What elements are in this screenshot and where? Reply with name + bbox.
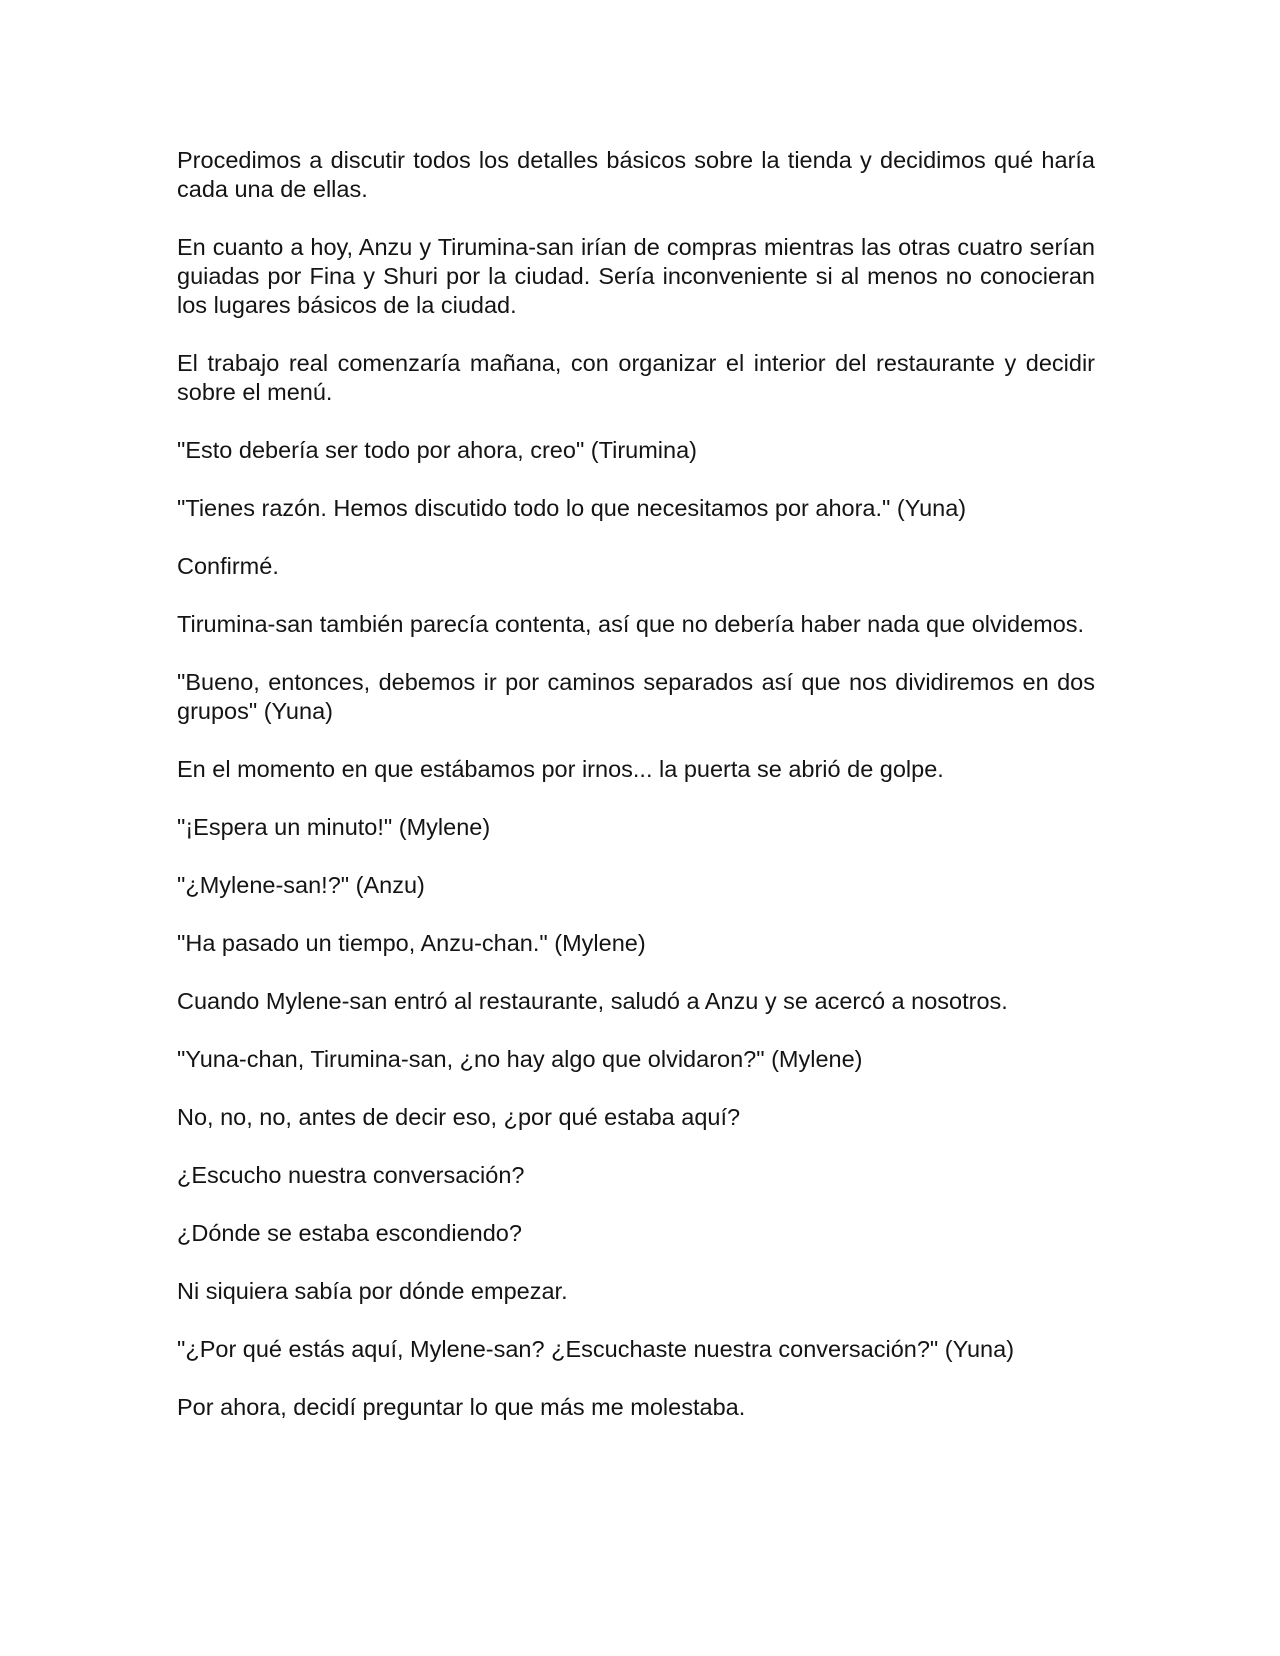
paragraph: Cuando Mylene-san entró al restaurante, saludó a Anzu y se acercó a nosotros. [177,988,1008,1014]
paragraph: En el momento en que estábamos por irnos... la puerta se abrió de golpe. [177,756,944,782]
paragraph: Procedimos a discutir todos los detalles básicos sobre la tienda y decidimos qué haría cada una de ellas. [177,147,1095,202]
paragraph: "Ha pasado un tiempo, Anzu-chan." (Mylene) [177,930,646,956]
paragraph: "Tienes razón. Hemos discutido todo lo que necesitamos por ahora." (Yuna) [177,495,967,521]
paragraph: ¿Dónde se estaba escondiendo? [177,1220,522,1246]
paragraph: ¿Escucho nuestra conversación? [177,1162,525,1188]
paragraph: "Yuna-chan, Tirumina-san, ¿no hay algo que olvidaron?" (Mylene) [177,1046,863,1072]
document-page [177,146,1095,1451]
paragraph: "Esto debería ser todo por ahora, creo" (Tirumina) [177,437,697,463]
paragraph: No, no, no, antes de decir eso, ¿por qué estaba aquí? [177,1104,741,1130]
paragraph: Confirmé. [177,553,279,579]
paragraph: Ni siquiera sabía por dónde empezar. [177,1278,568,1304]
paragraph: El trabajo real comenzaría mañana, con organizar el interior del restaurante y decidir sobre el menú. [177,350,1095,405]
paragraph: "¿Por qué estás aquí, Mylene-san? ¿Escuchaste nuestra conversación?" (Yuna) [177,1336,1015,1362]
paragraph: Tirumina-san también parecía contenta, así que no debería haber nada que olvidemos. [177,611,1085,637]
paragraph: En cuanto a hoy, Anzu y Tirumina-san irían de compras mientras las otras cuatro serían guiadas por Fina y Shuri por la ciudad. Sería inconveniente si al menos no conocieran los lugares básicos de la ciudad. [177,234,1095,318]
paragraph: Por ahora, decidí preguntar lo que más me molestaba. [177,1394,746,1420]
paragraph: "Bueno, entonces, debemos ir por caminos separados así que nos dividiremos en dos grupos" (Yuna) [177,669,1095,724]
paragraph: "¿Mylene-san!?" (Anzu) [177,872,425,898]
paragraph: "¡Espera un minuto!" (Mylene) [177,814,491,840]
